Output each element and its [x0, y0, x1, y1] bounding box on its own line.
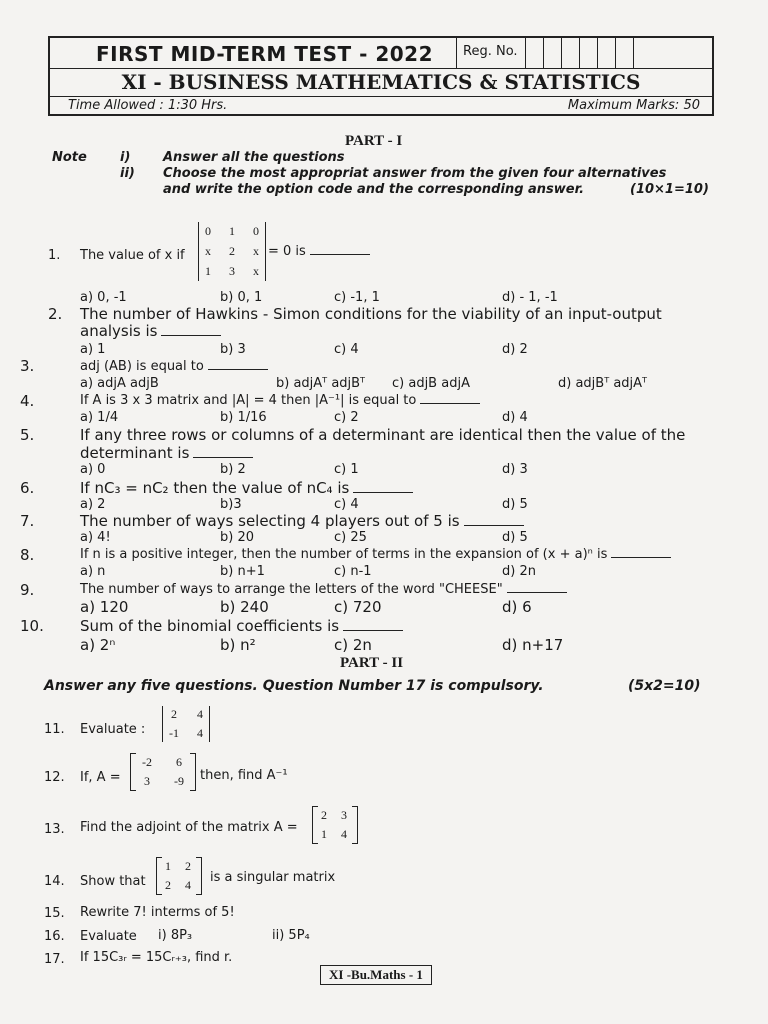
option-a: a) adjA adjB [80, 376, 159, 391]
option-d: d) 5 [502, 497, 528, 512]
option-a: a) n [80, 564, 106, 579]
question-text: If A is 3 x 3 matrix and |A| = 4 then |A⁻¹| is equal to [80, 393, 417, 408]
reg-no-label: Reg. No. [457, 38, 526, 68]
question-number: 9. [20, 581, 35, 599]
matrix-cell: 4 [341, 827, 347, 841]
det-cell: -1 [169, 726, 179, 740]
answer-blank [611, 557, 671, 558]
option-c: c) 2 [334, 410, 359, 425]
question-text-line2 [80, 322, 221, 340]
option-d: d) 4 [502, 410, 528, 425]
det-cell: 4 [197, 707, 203, 721]
answer-blank [507, 592, 567, 593]
option-a: a) 2ⁿ [80, 636, 116, 654]
matrix-cell: -2 [142, 755, 152, 769]
option-b: b) 3 [220, 342, 246, 357]
question-number: 16. [44, 929, 65, 944]
question-text: If n is a positive integer, then the number of terms in the expansion of (x + a)ⁿ is [80, 547, 608, 562]
page-footer-label: XI -Bu.Maths - 1 [320, 965, 432, 985]
note-ii-text-1: Choose the most appropriat answer from the given four alternatives [163, 166, 667, 181]
det-cell: 0 [205, 224, 211, 238]
determinant-2x2 [162, 706, 210, 742]
reg-no-box [456, 38, 656, 68]
question-number: 7. [20, 512, 35, 530]
question-number: 17. [44, 952, 65, 967]
question-number: 12. [44, 770, 65, 785]
question-number: 1. [48, 248, 61, 263]
det-cell: 2 [229, 244, 235, 258]
answer-blank [420, 403, 480, 404]
question-number: 6. [20, 479, 35, 497]
question-text-line [80, 359, 268, 374]
matrix-cell: 1 [165, 859, 171, 873]
question-text-line [80, 547, 671, 562]
matrix-cell: 2 [165, 878, 171, 892]
question-text-cont: analysis is [80, 322, 158, 340]
answer-blank [208, 369, 268, 370]
matrix-cell: 3 [144, 774, 150, 788]
option-b: b) 20 [220, 530, 254, 545]
question-number: 14. [44, 874, 65, 889]
question-text-line [80, 393, 480, 408]
det-cell: 2 [171, 707, 177, 721]
option-d: d) 6 [502, 598, 532, 616]
matrix-cell: -9 [174, 774, 184, 788]
det-cell: x [253, 244, 259, 258]
matrix-cell: 1 [321, 827, 327, 841]
header-box [48, 36, 714, 116]
option-b: b) 2 [220, 462, 246, 477]
option-a: a) 1/4 [80, 410, 119, 425]
reg-no-cell [526, 38, 544, 68]
question-number: 3. [20, 357, 35, 375]
bracket-right [196, 857, 202, 895]
question-text-suffix [268, 244, 370, 259]
option-c: c) 4 [334, 497, 359, 512]
question-text: Evaluate : [80, 722, 146, 737]
det-cell: 1 [205, 264, 211, 278]
bracket-right [190, 753, 196, 791]
answer-blank [353, 492, 413, 493]
question-text-suffix: then, find A⁻¹ [200, 768, 288, 783]
option-b: b) 240 [220, 598, 269, 616]
matrix-cell: 4 [185, 878, 191, 892]
bracket-right [352, 806, 358, 844]
sub-question-i: i) 8P₃ [158, 928, 193, 943]
note-ii-text-2: and write the option code and the corresponding answer. [163, 182, 585, 197]
question-text: If, A = [80, 770, 121, 785]
reg-no-cell [562, 38, 580, 68]
note-ii-marker: ii) [120, 166, 135, 181]
answer-blank [193, 457, 253, 458]
question-text: Evaluate [80, 929, 137, 944]
answer-blank [343, 630, 403, 631]
det-cell: 4 [197, 726, 203, 740]
det-cell: x [205, 244, 211, 258]
matrix-cell: 2 [185, 859, 191, 873]
option-c: c) 2n [334, 636, 372, 654]
question-text-line2 [80, 444, 253, 462]
header-row-title [50, 38, 712, 69]
time-allowed: Time Allowed : 1:30 Hrs. [68, 98, 228, 113]
part-one-title: PART - I [345, 133, 403, 149]
option-b: b) 0, 1 [220, 290, 263, 305]
det-cell: x [253, 264, 259, 278]
question-number: 2. [48, 305, 63, 323]
bracket-left [312, 806, 318, 844]
question-text: Rewrite 7! interms of 5! [80, 905, 235, 920]
header-row-subject [50, 68, 712, 97]
option-d: d) 5 [502, 530, 528, 545]
bracket-left [156, 857, 162, 895]
question-number: 5. [20, 426, 35, 444]
option-a: a) 4! [80, 530, 111, 545]
question-text: If 15C₃ᵣ = 15Cᵣ₊₃, find r. [80, 950, 233, 965]
question-text: The number of ways to arrange the letters of the word "CHEESE" [80, 582, 503, 597]
option-b: b) 1/16 [220, 410, 267, 425]
sub-question-ii: ii) 5P₄ [272, 928, 310, 943]
test-title: FIRST MID-TERM TEST - 2022 [96, 42, 434, 66]
option-a: a) 1 [80, 342, 106, 357]
note-i-marker: i) [120, 150, 131, 165]
option-d: d) adjBᵀ adjAᵀ [558, 376, 648, 391]
question-text-line [80, 512, 524, 530]
reg-no-cell [616, 38, 634, 68]
question-text: Find the adjoint of the matrix A = [80, 820, 298, 835]
question-text: adj (AB) is equal to [80, 359, 204, 374]
question-text: The number of ways selecting 4 players out of 5 is [80, 512, 460, 530]
question-number: 13. [44, 822, 65, 837]
note-i-text: Answer all the questions [163, 150, 345, 165]
option-a: a) 2 [80, 497, 106, 512]
option-a: a) 0, -1 [80, 290, 127, 305]
question-text-line [80, 479, 413, 497]
part-two-title: PART - II [340, 655, 404, 671]
option-c: c) -1, 1 [334, 290, 380, 305]
answer-blank [464, 525, 524, 526]
maximum-marks: Maximum Marks: 50 [567, 98, 700, 113]
option-c: c) adjB adjA [392, 376, 470, 391]
matrix-cell: 3 [341, 808, 347, 822]
question-text: If any three rows or columns of a determinant are identical then the value of the [80, 426, 686, 444]
option-c: c) 1 [334, 462, 359, 477]
option-d: d) 3 [502, 462, 528, 477]
option-c: c) n-1 [334, 564, 372, 579]
question-text: Sum of the binomial coefficients is [80, 617, 340, 635]
determinant-3x3 [198, 222, 266, 281]
question-number: 8. [20, 546, 35, 564]
reg-no-cell [634, 38, 656, 68]
part-two-instruction: Answer any five questions. Question Number 17 is compulsory. [44, 678, 544, 694]
option-b: b)3 [220, 497, 242, 512]
question-number: 11. [44, 722, 65, 737]
equals-zero-is: = 0 is [268, 244, 306, 259]
option-c: c) 25 [334, 530, 367, 545]
matrix-cell: 6 [176, 755, 182, 769]
question-text-cont: determinant is [80, 444, 190, 462]
part-two-marks: (5x2=10) [628, 678, 701, 694]
question-text: If nC₃ = nC₂ then the value of nC₄ is [80, 479, 350, 497]
question-number: 15. [44, 906, 65, 921]
note-label: Note [52, 150, 87, 165]
question-text-line [80, 617, 403, 635]
header-row-meta [50, 96, 712, 116]
question-text: Show that [80, 874, 146, 889]
matrix-2x2 [130, 753, 196, 791]
part-one-marks: (10×1=10) [630, 182, 709, 197]
question-text: The number of Hawkins - Simon conditions for the viability of an input-output [80, 305, 662, 323]
option-d: d) 2n [502, 564, 536, 579]
question-number: 10. [20, 617, 44, 635]
option-d: d) 2 [502, 342, 528, 357]
det-cell: 3 [229, 264, 235, 278]
option-c: c) 4 [334, 342, 359, 357]
option-b: b) adjAᵀ adjBᵀ [276, 376, 366, 391]
det-cell: 0 [253, 224, 259, 238]
option-d: d) - 1, -1 [502, 290, 558, 305]
matrix-2x2 [312, 806, 358, 844]
option-b: b) n+1 [220, 564, 265, 579]
subject-title: XI - BUSINESS MATHEMATICS & STATISTICS [121, 70, 641, 94]
bracket-left [130, 753, 136, 791]
det-cell: 1 [229, 224, 235, 238]
option-b: b) n² [220, 636, 256, 654]
matrix-cell: 2 [321, 808, 327, 822]
answer-blank [310, 254, 370, 255]
matrix-2x2 [156, 857, 202, 895]
reg-no-cell [598, 38, 616, 68]
question-number: 4. [20, 392, 35, 410]
answer-blank [161, 335, 221, 336]
reg-no-cell [580, 38, 598, 68]
question-text-line [80, 582, 567, 597]
question-text-suffix: is a singular matrix [210, 870, 336, 885]
option-d: d) n+17 [502, 636, 564, 654]
reg-no-cell [544, 38, 562, 68]
option-c: c) 720 [334, 598, 382, 616]
question-text: The value of x if [80, 248, 185, 263]
option-a: a) 0 [80, 462, 106, 477]
option-a: a) 120 [80, 598, 129, 616]
